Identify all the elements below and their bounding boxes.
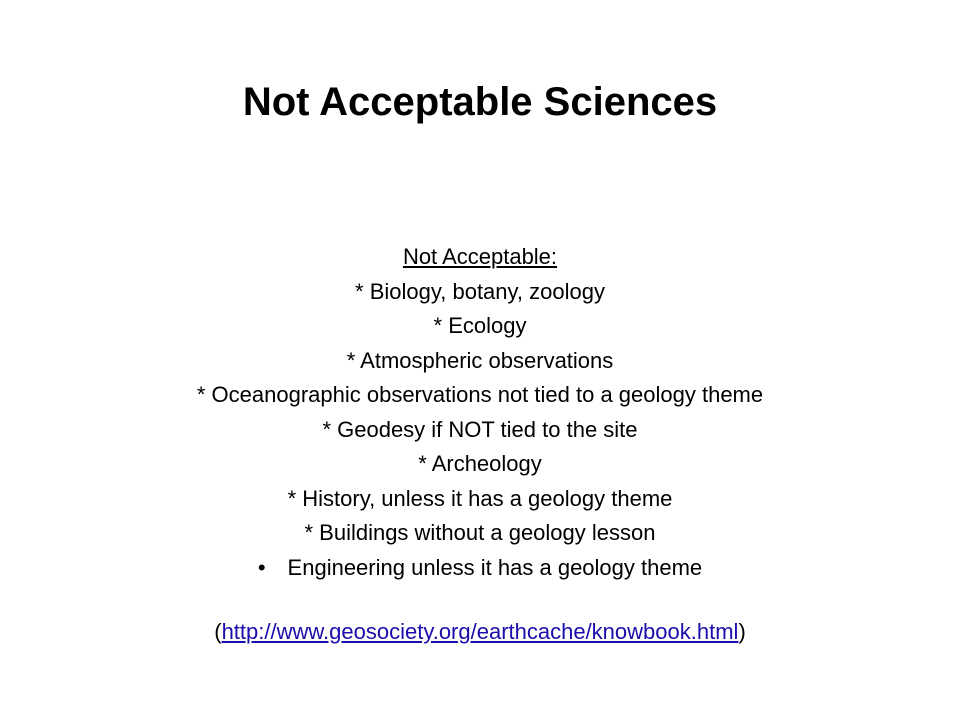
list-item-oceanographic: * Oceanographic observations not tied to a geology theme (196, 382, 764, 407)
list-item-archeology: * Archeology (418, 451, 542, 476)
source-close-paren: ) (738, 619, 746, 644)
list-item-history: * History, unless it has a geology theme (287, 485, 673, 511)
slide-title: Not Acceptable Sciences (242, 80, 718, 124)
source-open-paren: ( (214, 619, 222, 644)
bullet-item-label: Engineering unless it has a geology theme (287, 554, 703, 580)
source-link[interactable]: http://www.geosociety.org/earthcache/knowbook.html (221, 619, 739, 644)
list-item-buildings: * Buildings without a geology lesson (304, 520, 656, 545)
list-item-biology: * Biology, botany, zoology (355, 278, 605, 304)
slide-body (0, 240, 960, 650)
list-item-atmospheric: * Atmospheric observations (346, 347, 614, 373)
list-item-ecology: * Ecology (433, 313, 527, 338)
source-citation (0, 615, 960, 650)
list-item-geodesy: * Geodesy if NOT tied to the site (322, 416, 638, 442)
bullet-item-engineering (0, 551, 960, 586)
bullet-icon: • (257, 554, 266, 580)
section-heading: Not Acceptable: (402, 244, 558, 269)
